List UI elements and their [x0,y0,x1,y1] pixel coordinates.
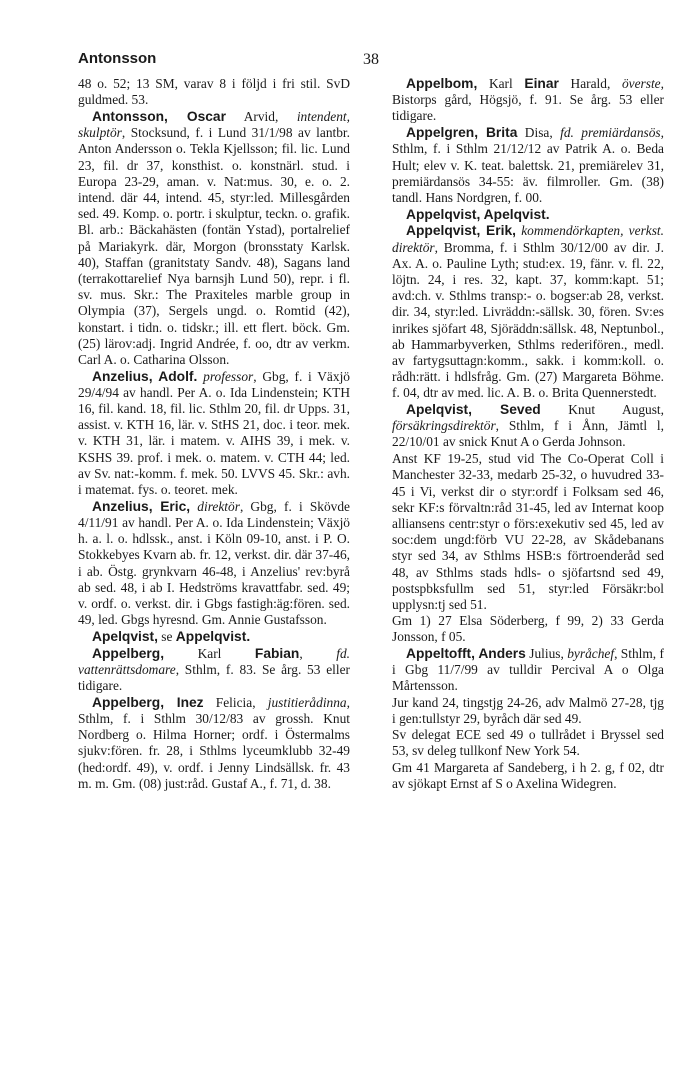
biography-entry [78,109,350,368]
entry-name: Appelberg, [92,645,165,661]
entry-given-names: Knut August, [540,402,664,418]
page-number: 38 [363,51,379,68]
entry-name: Appelqvist, Apelqvist. [406,206,550,222]
entry-name: Antonsson, Oscar [92,108,226,124]
entry-paragraph: Sv delegat ECE sed 49 o tullrådet i Bryssel sed 53, sv deleg tullkonf New York 54. [392,727,664,759]
entry-occupation: fd. vattenrättsdomare [78,645,350,677]
right-column [392,76,664,792]
entry-given-names: Arvid, [225,108,297,124]
biography-entry [78,629,350,645]
entry-occupation: fd. premiärdansös [560,125,661,141]
biography-entry [392,402,664,451]
biography-entry [392,207,664,223]
running-head-word: Antonsson [78,50,157,67]
entry-name: Anzelius, Adolf. [92,368,198,384]
entry-paragraph: Gm 1) 27 Elsa Söderberg, f 99, 2) 33 Gerda Jonsson, f 05. [392,613,664,645]
entry-given-names: Disa, [517,125,561,141]
entry-crossref: Appelqvist. [175,628,251,644]
entry-continuation: 48 o. 52; 13 SM, varav 8 i följd i fri stil. SvD guldmed. 53. [78,76,350,108]
entry-occupation: direktör [197,498,240,514]
entry-occupation: byråchef [567,645,615,661]
entry-occupation: professor [203,368,254,384]
biography-entry [392,646,664,695]
entry-text: , Gbg, f. i Skövde 4/11/91 av handl. Per A. o. Ida Lindenstein; Växjö h. a. l. o. hdlssk., anst. i Köln 09-10, anst. i P. O. Stokkebyes Kvarn ab. fr. 12, verkst. dir. där 37-46, i ab. Östg. grynkvarn 46-48, i Anzelius' rev:byrå ab sed. 48, i ab I. Hedströms kravattfabr. sed. 49; v. ordf. o. verkst. dir. i Gbgs fastigh:äg:fören. sed. 49, led. Gbgs hyresnd. Gm. Annie Gustafsson. [78,498,350,628]
biography-entry [78,695,350,792]
entry-name: Appelgren, Brita [406,125,518,141]
entry-name-secondary: Einar [524,76,559,91]
biography-entry [392,223,664,401]
entry-text: , Sthlm, f i Gbg 11/7/99 av tulldir Percival A o Olga Mårtensson. [392,645,664,694]
entry-name: Appelqvist, Erik, [406,223,516,239]
entry-occupation: försäkringsdirektör [392,418,496,434]
entry-name: Appelberg, Inez [92,694,204,710]
entry-name: Apelqvist, [92,628,158,644]
entry-given-names: Julius, [525,645,568,661]
entry-text: , Bistorps gård, Högsjö, f. 91. Se årg. 53 eller tidigare. [392,76,664,124]
entry-text: , Sthlm, f. i Sthlm 30/12/83 av grossh. Knut Nordberg o. Hilma Horner; ordf. i Östermalms sjukv:fören. fr. 28, i Sthlms lyceumklubb 32-49 (hed:ordf. 49), v. ordf. i Jenny Lindsällsk. fr. 43 m. m. Gm. (08) just:råd. Gustaf A., f. 71, d. 38. [78,694,350,791]
entry-name-secondary: Fabian [254,645,300,661]
entry-text: , Bromma, f. i Sthlm 30/12/00 av dir. J. Ax. A. o. Pauline Lyth; stud:ex. 19, fänr. v. fl. 22, löjtn. 24, i res. 32, kapt. 37, komm:kapt. 51; avd:ch. v. Sthlms transp:- o. bogser:ab 28, verkst. dir. 34, styr:led. Livräddn:-sällsk. 30, fören. Sv:es inrikes sjöfart 48, Sjöräddn:sällsk. 48, Neptunbol., ab Hammarbyverken, Sthlms rederifören., medl. av fartygsuttagn:komm., sakk. i komm:koll. o. rådh:rätt. i hdlsfråg. Gm. (27) Margareta Böhme. f. 04, dtr av med. lic. A. B. o. Brita Quennerstedt. [392,239,664,401]
entry-text: , Stocksund, f. i Lund 31/1/98 av lantbr. Anton Andersson o. Tekla Kjellsson; fil. lic. Lund 23, fil. dr 37, konsthist. o. konstnärl. stud. i Europa 23-29, aman. v. Nat:mus. 30, e. o. 2. intend. där 44, intend. 45, styr:led. Millesgården sed. 49. Komp. o. portr. i skulptur, teckn. o. grafik. Bl. arb.: Bäckahästen (fontän Ystad), portalrelief på Mariakyrk. där, Morgon (bronsstaty Karlsk. 40), Staffan (granitstaty Sandv. 48), Sagans land (terrakottarelief Nya barnsjh Lund 50), repr. i fl. sv. mus. Skr.: The Praxiteles marble group in Olympia (37), Sergels ungd. o. Romtid (42), konstart. i tidn. o. tidskr.; ill. ett flert. böck. Gm. (25) lärov:adj. Ingrid Andrée, f. oo, dtr av verkm. Carl A. o. Catharina Olsson. [78,125,350,367]
entry-given-names: se [157,628,176,644]
entry-text: , Gbg, f. i Växjö 29/4/94 av handl. Per A. o. Ida Lindenstein; KTH 16, fil. kand. 18, fil. lic. Sthlm 20, fil. dr Upps. 31, assist. v. KTH 16, lär. v. StHS 21, doc. i teor. mek. v. KTH 31, lär. i matem. v. AIHS 39, i mek. v. KSHS 39. prof. i mek. o. matem. v. CTH 44; led. av Sv. nat:-komm. f. mek. 50. LVVS 45. Skr.: avh. i matemat. fys. o. teoret. mek. [78,368,350,498]
entry-occupation: justitierådinna [267,694,347,710]
entry-paragraph: Jur kand 24, tingstjg 24-26, adv Malmö 27-28, tjg i gen:tullstyr 29, byråch där sed 49. [392,694,664,726]
left-column [78,76,350,792]
entry-given-names: Felicia, [203,694,268,710]
entry-occupation: kommendörkapten, verkst. direktör [392,223,664,255]
entry-occupation: överste [621,76,661,91]
entry-text: , Sthlm, f i Ånn, Jämtl l, 22/10/01 av snick Knut A o Gerda Johnson. [392,418,664,450]
entry-name: Anzelius, Eric, [92,498,191,514]
entry-given-names: Karl [477,76,525,91]
entry-text: , Sthlm, f. 83. Se årg. 53 eller tidigare. [78,661,350,694]
entry-name: Apelqvist, Seved [406,402,541,418]
entry-occupation: intendent, skulptör [78,108,350,141]
entry-text: , Sthlm, f. i Sthlm 21/12/12 av Patrik A. o. Beda Hult; elev v. K. teat. balettsk. 21, premiärelev 31, premiärdansös 34-55: äv. filmroller. Gm. (38) tandl. Hans Nordgren, f. 00. [392,125,664,205]
entry-paragraph: Gm 41 Margareta af Sandeberg, i h 2. g, f 02, dtr av sjökapt Ernst af S o Axelina Widegren. [392,759,664,791]
biography-entry [78,369,350,499]
running-head [78,50,638,72]
biography-entry [392,125,664,206]
entry-given-names-tail: Harald, [558,76,622,91]
entry-given-names-tail: , [299,645,337,661]
biography-entry [392,76,664,125]
entry-given-names: Karl [164,645,255,661]
entry-name: Appeltofft, Anders [406,645,526,661]
biography-entry [78,646,350,695]
entry-paragraph: Anst KF 19-25, stud vid The Co-Operat Coll i Manchester 32-33, medarb 25-32, o huvudred 33-45 i Vi, verkst dir o styr:ordf i Folksam sed 46, sekr KF:s förvaltn:råd 31-45, led av Internat koop alliansens centr:styr o förs:exekutiv sed 45, led av soc:dem ungd:förb VU 22-28, av Skådebanans styr sed 34, av Sthlms HSB:s förtroenderåd sed 48, av Sthlms stads hdls- o sjöfartsnd sed 49, postspbksfullm sed 51, styr:led Försäkr:bol upplysn:tj sed 51. [392,451,664,612]
biography-entry [78,499,350,629]
entry-name: Appelbom, [406,76,478,91]
